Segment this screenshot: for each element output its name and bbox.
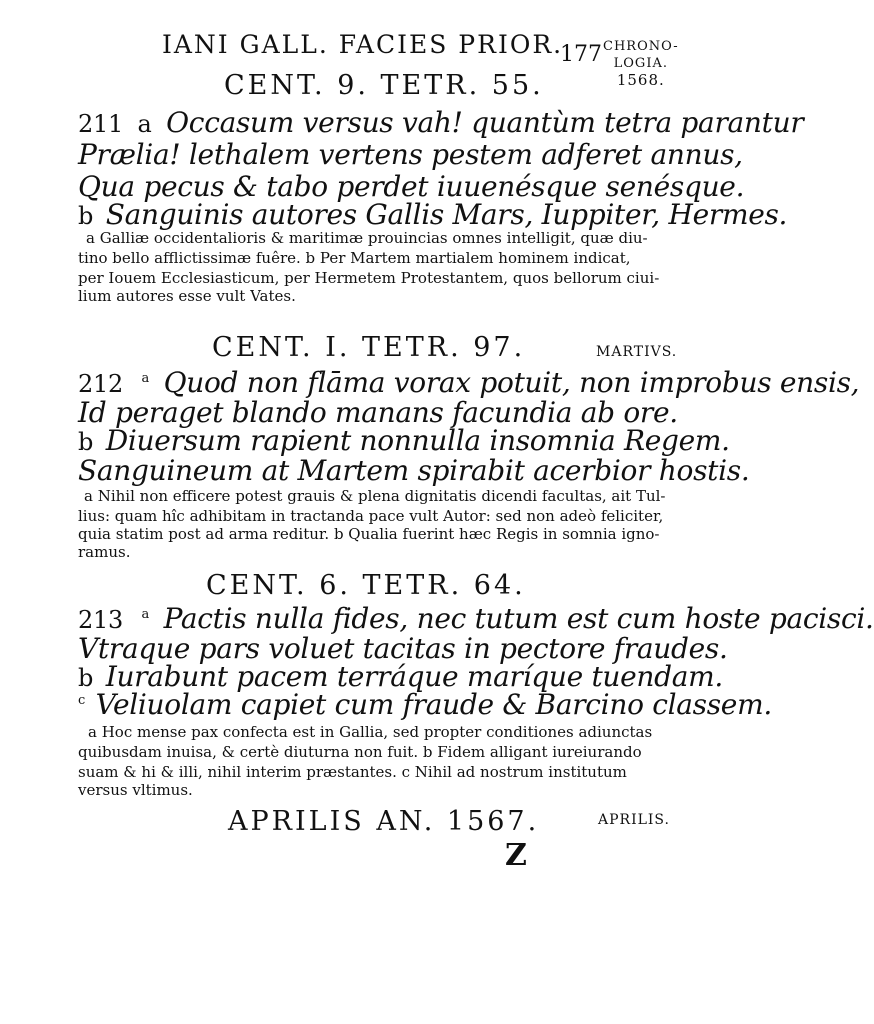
note-mark: a (141, 370, 149, 386)
note-mark: b (78, 428, 94, 456)
margin-month: MARTIVS. (596, 344, 678, 360)
commentary-line: lius: quam hîc adhibitam in tractanda pace vult Autor: sed non adeò feliciter, (78, 507, 664, 525)
signature-mark: Z (505, 838, 527, 873)
commentary-line: per Iouem Ecclesiasticum, per Hermetem Protestantem, quos bellorum ciui- (78, 269, 660, 287)
verse-line (78, 688, 772, 721)
verse-line (78, 366, 859, 399)
verse-line (78, 424, 730, 457)
verse-text: Pactis nulla fides, nec tutum est cum hoste pacisci. (163, 602, 874, 635)
running-head: IANI GALL. FACIES PRIOR. (162, 30, 564, 59)
commentary-line: ramus. (78, 543, 131, 561)
section-title: CENT. I. TETR. 97. (212, 332, 526, 363)
verse-text: Id peraget blando manans facundia ab ore. (78, 396, 678, 429)
verse-number: 213 (78, 606, 123, 634)
commentary-line: quibusdam inuisa, & certè diuturna non fuit. b Fidem alligant iureiurando (78, 743, 642, 761)
commentary-line: quia statim post ad arma reditur. b Qualia fuerint hæc Regis in somnia igno- (78, 525, 660, 543)
verse-line (78, 138, 743, 171)
commentary-line: versus vltimus. (78, 781, 193, 799)
commentary-line: a Hoc mense pax confecta est in Gallia, sed propter conditiones adiunctas (88, 723, 653, 741)
note-mark: a (137, 110, 152, 138)
verse-text: Sanguineum at Martem spirabit acerbior hostis. (78, 454, 750, 487)
note-mark: b (78, 202, 94, 230)
chronologia-label-2: LOGIA. (613, 56, 668, 71)
section-title: CENT. 9. TETR. 55. (224, 70, 544, 101)
verse-number: 212 (78, 370, 123, 398)
commentary-line: a Galliæ occidentalioris & maritimæ prouincias omnes intelligit, quæ diu- (86, 229, 648, 247)
commentary-line: suam & hi & illi, nihil interim præstantes. c Nihil ad nostrum institutum (78, 763, 627, 781)
verse-number: 211 (78, 110, 123, 138)
section-title: CENT. 6. TETR. 64. (206, 570, 526, 601)
verse-line (78, 602, 874, 635)
margin-year: 1568. (616, 71, 665, 89)
chronologia-margin (603, 38, 679, 89)
month-heading: APRILIS AN. 1567. (228, 806, 540, 837)
note-mark: a (141, 606, 149, 622)
verse-text: Diuersum rapient nonnulla insomnia Regem. (105, 424, 730, 457)
commentary-line: lium autores esse vult Vates. (78, 287, 296, 305)
verse-text: Prælia! lethalem vertens pestem adferet annus, (78, 138, 743, 171)
verse-text: Sanguinis autores Gallis Mars, Iuppiter, Hermes. (105, 198, 788, 231)
commentary-line: a Nihil non efficere potest grauis & plena dignitatis dicendi facultas, ait Tul- (84, 487, 666, 505)
commentary-line: tino bello afflictissimæ fuêre. b Per Martem martialem hominem indicat, (78, 249, 631, 267)
verse-text: Occasum versus vah! quantùm tetra parantur (166, 106, 804, 139)
verse-text: Veliuolam capiet cum fraude & Barcino classem. (95, 688, 772, 721)
verse-line (78, 198, 787, 231)
verse-text: Vtraque pars voluet tacitas in pectore fraudes. (78, 632, 728, 665)
verse-line (78, 454, 749, 487)
note-mark: b (78, 664, 94, 692)
verse-line (78, 106, 803, 139)
margin-month: APRILIS. (598, 812, 670, 828)
page-number: 177 (560, 42, 602, 67)
verse-text: Quod non flāma vorax potuit, non improbus ensis, (163, 366, 860, 399)
chronologia-label-1: CHRONO- (603, 39, 679, 54)
verse-text: Iurabunt pacem terráque maríque tuendam. (105, 660, 724, 693)
verse-text: Qua pecus & tabo perdet iuuenésque senésque. (78, 170, 745, 203)
note-mark: c (78, 692, 85, 708)
